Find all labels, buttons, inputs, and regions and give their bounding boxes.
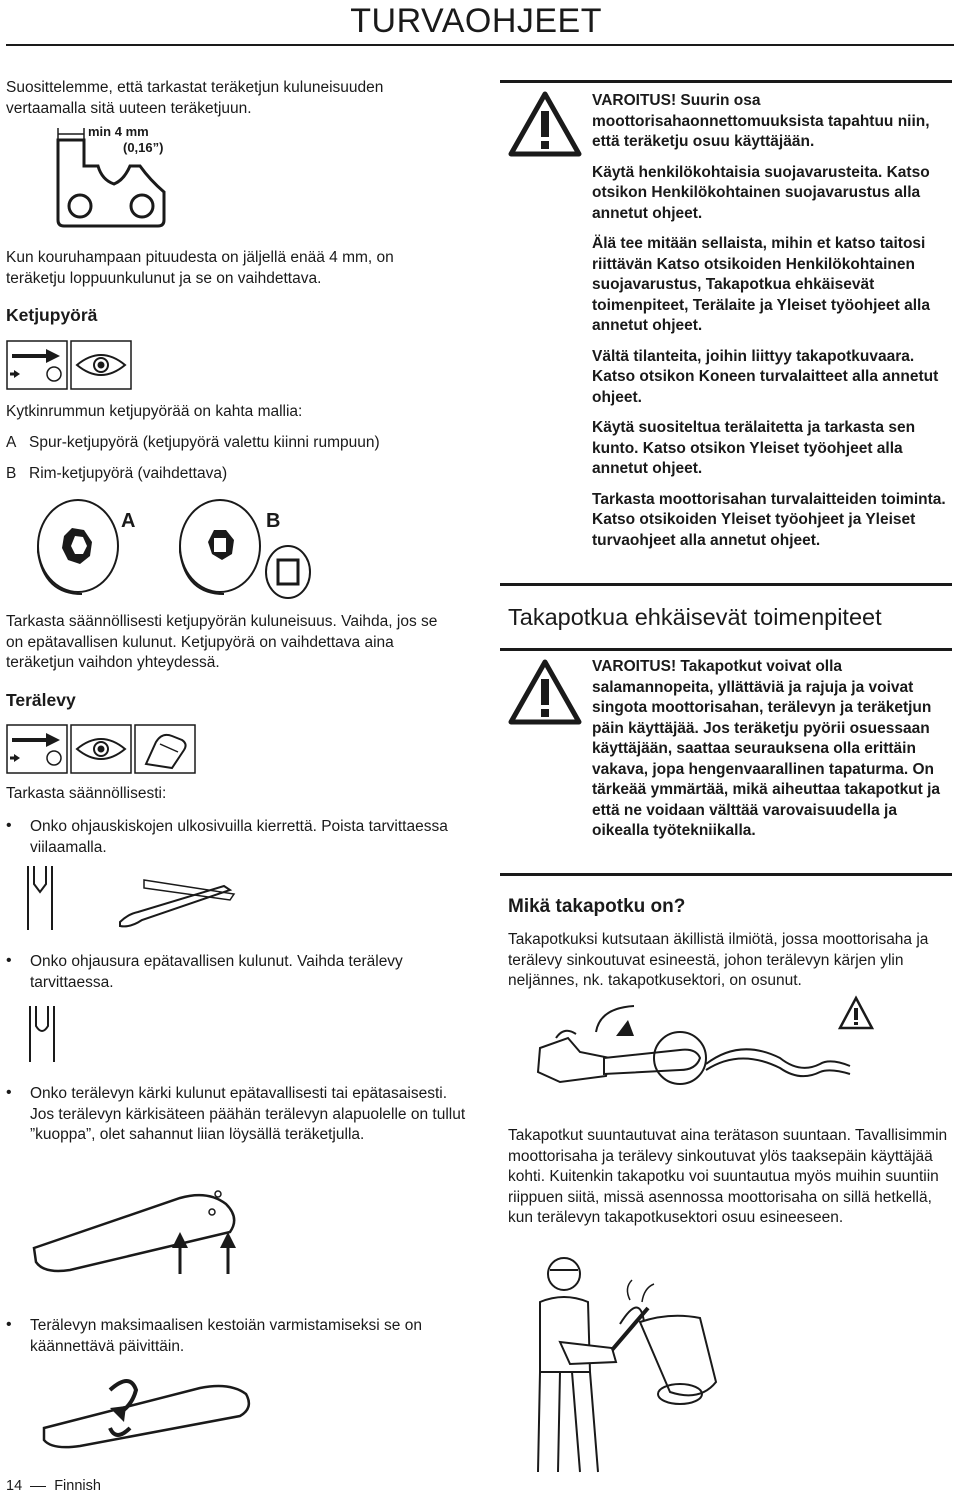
bar-bullet-4: • Terälevyn maksimaalisen kestoiän varmistamiseksi se on käännettävä päivittäin. [6, 1316, 476, 1357]
bar-rotate-figure [40, 1370, 260, 1450]
figure-label-a: A [121, 510, 136, 532]
gauge-label [88, 124, 163, 156]
type-a-letter: A [6, 434, 17, 451]
warning1-para-1: VAROITUS! Suurin osa moottorisahaonnettomuuksista tapahtuu niin, että teräketju osuu käyttäjään. [592, 92, 930, 150]
bar-icon-row [6, 724, 196, 774]
stop-switch-icon [7, 341, 67, 389]
type-b-letter: B [6, 465, 17, 482]
page-title: TURVAOHJEET [350, 2, 602, 40]
operator-kickback-figure [520, 1252, 720, 1480]
what-heading: Mikä takapotku on? [508, 896, 686, 917]
bar-bullet-2-text: Onko ohjausura epätavallisen kulunut. Vaihda terälevy tarvittaessa. [30, 953, 403, 991]
bar-tip-figure [30, 1170, 250, 1278]
footer-language: Finnish [54, 1478, 101, 1494]
bar-check-intro: Tarkasta säännöllisesti: [6, 785, 167, 802]
bar-bullet-4-text: Terälevyn maksimaalisen kestoiän varmistamiseksi se on käännettävä päivittäin. [30, 1317, 422, 1355]
sprocket-icon-row [6, 340, 132, 390]
kickback-heading: Takapotkua ehkäisevät toimenpiteet [508, 604, 882, 630]
bar-bullet-1-text: Onko ohjauskiskojen ulkosivuilla kierrettä. Poista tarvittaessa viilaamalla. [30, 818, 448, 856]
intro-text: Suosittelemme, että tarkastat teräketjun kuluneisuuden vertaamalla sitä uuteen teräketjuun. [6, 79, 384, 117]
sprocket-heading: Ketjupyörä [6, 305, 98, 325]
wear-text: Kun kouruhampaan pituudesta on jäljellä enää 4 mm, on teräketju loppuunkulunut ja se on vaihdettava. [6, 249, 394, 287]
warning-triangle-icon [508, 91, 582, 157]
warning1-para-4: Vältä tilanteita, joihin liittyy takapotkuvaara. Katso otsikon Koneen turvalaitteet alla annetut ohjeet. [592, 347, 939, 406]
bar-bullet-1: • Onko ohjauskiskojen ulkosivuilla kierrettä. Poista tarvittaessa viilaamalla. [6, 817, 450, 858]
bar-bullet-2: • Onko ohjausura epätavallisen kulunut. Vaihda terälevy tarvittaessa. [6, 952, 470, 993]
warning1-para-3: Älä tee mitään sellaista, mihin et katso taitosi riittävän Katso otsikoiden Henkilökohtainen suojavarustus, Takapotkua ehkäisevät toimenpiteet, Terälaite ja Yleiset työohjeet alla annetut ohjeet. [592, 235, 930, 334]
direction-text: Takapotkut suuntautuvat aina terätason suuntaan. Tavallisimmin moottorisaha ja terälevy sinkoutuvat ylös taaksepäin käyttäjää kohti. Kuitenkin takapotku voi suuntautua myös muihin suuntiin riippuen siitä, missä asennossa moottorisaha on sillä hetkellä, kun terälevyn takapotkusektori osuu esineeseen. [508, 1127, 948, 1226]
header-rule [6, 44, 954, 46]
sprocket-figure [20, 490, 320, 600]
bar-groove-figure [28, 1006, 58, 1064]
warning1-para-2: Käytä henkilökohtaisia suojavarusteita. Katso otsikon Henkilökohtainen suojavarustus alla annetut ohjeet. [592, 163, 930, 222]
warning-triangle-icon [508, 659, 582, 725]
sprocket-types-intro: Kytkinrummun ketjupyörää on kahta mallia: [6, 403, 303, 420]
footer-dash [30, 1486, 46, 1487]
bar-bullet-3-text: Onko terälevyn kärki kulunut epätavallisesti tai epätasaisesti. Jos terälevyn kärkisäteen päähän terälevyn alapuolelle on tullut ”kuoppa”, olet sahannut liian löysällä teräketjulla. [30, 1085, 466, 1143]
warning2-text: VAROITUS! Takapotkut voivat olla salamannopeita, yllättäviä ja rajuja ja voivat singota moottorisahan, terälevyn ja teräketjun päin käyttäjää. Jos teräketju pyörii osuessaan käyttäjään, saattaa seurauksena olla erittäin vakava, jopa hengenvaarallinen tapaturma. On tärkeää ymmärtää, mikä aiheuttaa takapotkut ja että ne voidaan välttää varovaisuudella ja oikealla työtekniikalla. [592, 658, 941, 839]
type-b-text: Rim-ketjupyörä (vaihdettava) [29, 465, 228, 482]
figure-label-b: B [266, 510, 281, 532]
footer [6, 1478, 101, 1494]
sprocket-check-text: Tarkasta säännöllisesti ketjupyörän kuluneisuus. Vaihda, jos se on epätavallisen kulunut. Ketjupyörä on vaihdettava aina teräketjun vaihdon yhteydessä. [6, 613, 438, 671]
type-a-text: Spur-ketjupyörä (ketjupyörä valettu kiinni rumpuun) [29, 434, 380, 451]
bar-file-figure [24, 866, 244, 936]
stop-switch-icon [7, 725, 67, 773]
bar-bullet-3: • Onko terälevyn kärki kulunut epätavallisesti tai epätasaisesti. Jos terälevyn kärkisäteen päähän terälevyn alapuolelle on tullut ”kuoppa”, olet sahannut liian löysällä teräketjulla. [6, 1084, 470, 1146]
warning1-para-6: Tarkasta moottorisahan turvalaitteiden toiminta. Katso otsikoiden Yleiset työohjeet ja Yleiset turvaohjeet alla annetut ohjeet. [592, 490, 946, 549]
warning-box-1 [500, 80, 952, 586]
warning-box-2 [500, 648, 952, 876]
kickback-figure [520, 998, 920, 1110]
bar-heading: Terälevy [6, 690, 76, 710]
gauge-label-line1: min 4 mm [88, 124, 149, 139]
warning1-para-5: Käytä suositeltua terälaitetta ja tarkasta sen kunto. Katso otsikon Yleiset työohjeet alla annetut ohjeet. [592, 419, 916, 477]
gauge-label-line2: (0,16”) [123, 140, 164, 155]
page-number: 14 [6, 1478, 23, 1494]
what-text: Takapotkuksi kutsutaan äkillistä ilmiötä, jossa moottorisaha ja terälevy sinkoutuvat esineestä, johon terälevyn kärjen ylin neljännes, nk. takapotkusektori, on osunut. [508, 931, 929, 989]
glove-icon [135, 725, 195, 773]
